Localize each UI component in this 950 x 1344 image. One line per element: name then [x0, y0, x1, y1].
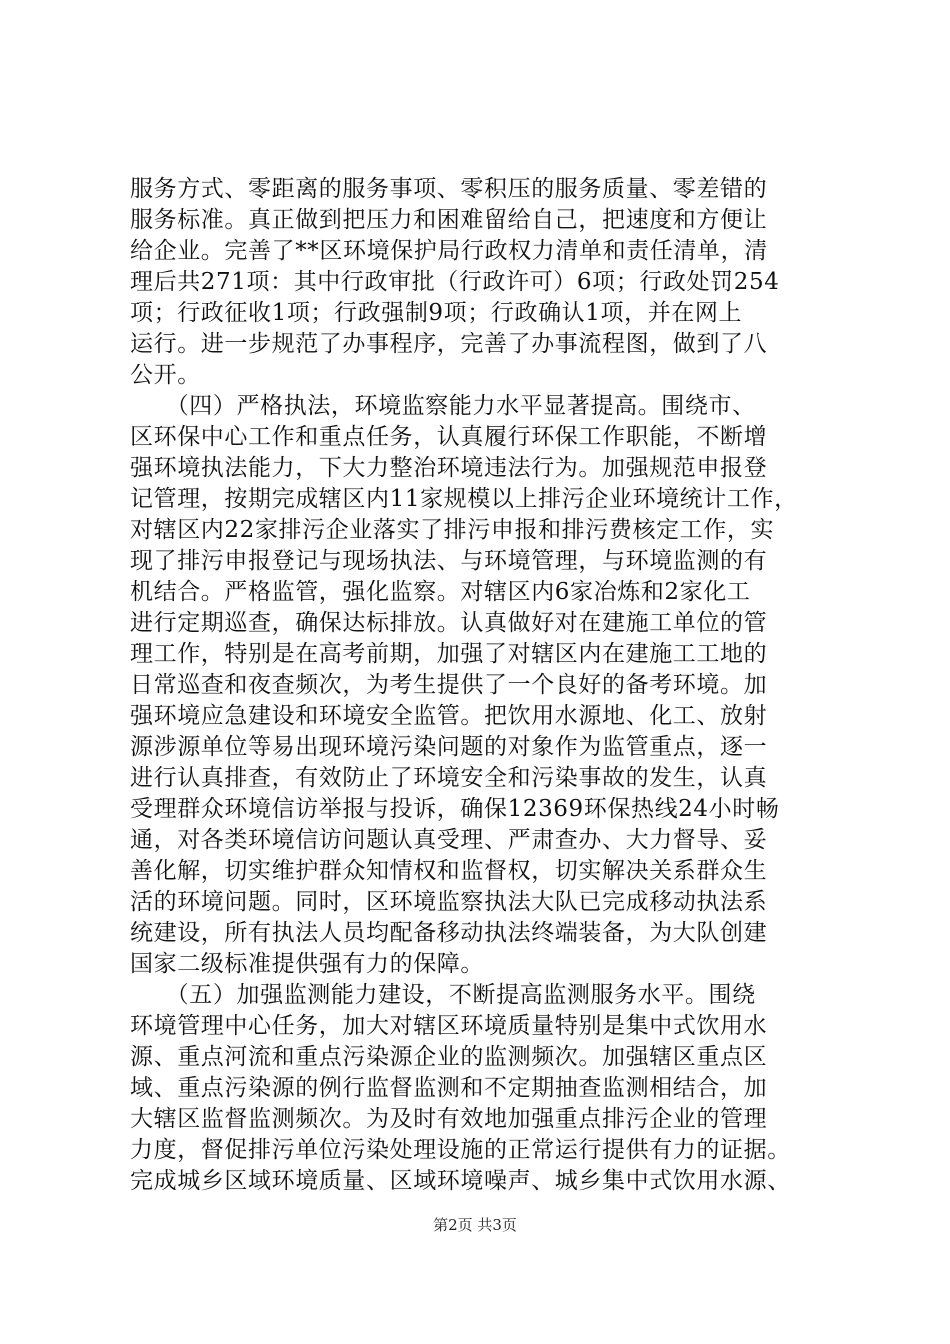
- text-line: 理工作，特别是在高考前期，加强了对辖区内在建施工工地的: [130, 641, 768, 667]
- text-line: 服务标准。真正做到把压力和困难留给自己，把速度和方便让: [130, 207, 768, 233]
- text-line: 源、重点河流和重点污染源企业的监测频次。加强辖区重点区: [130, 1044, 768, 1070]
- text-line: 活的环境问题。同时，区环境监察执法大队已完成移动执法系: [130, 889, 768, 915]
- text-line: （四）严格执法，环境监察能力水平显著提高。围绕市、: [130, 393, 756, 419]
- text-line: 进行认真排查，有效防止了环境安全和污染事故的发生，认真: [130, 765, 768, 791]
- text-line: 环境管理中心任务，加大对辖区环境质量特别是集中式饮用水: [130, 1013, 768, 1039]
- text-line: 区环保中心工作和重点任务，认真履行环保工作职能，不断增: [130, 424, 768, 450]
- text-line: 日常巡查和夜查频次，为考生提供了一个良好的备考环境。加: [130, 672, 768, 698]
- text-line: 记管理，按期完成辖区内11家规模以上排污企业环境统计工作，: [130, 486, 798, 512]
- text-line: 运行。进一步规范了办事程序，完善了办事流程图，做到了八: [130, 331, 768, 357]
- text-line: 给企业。完善了**区环境保护局行政权力清单和责任清单，清: [130, 238, 768, 264]
- text-line: 大辖区监督监测频次。为及时有效地加强重点排污企业的管理: [130, 1106, 768, 1132]
- text-line: 统建设，所有执法人员均配备移动执法终端装备，为大队创建: [130, 920, 768, 946]
- text-line: 强环境应急建设和环境安全监管。把饮用水源地、化工、放射: [130, 703, 768, 729]
- text-line: 理后共271项：其中行政审批（行政许可）6项；行政处罚254: [130, 269, 780, 295]
- page-footer: 第2页 共3页: [433, 1216, 517, 1234]
- text-line: 服务方式、零距离的服务事项、零积压的服务质量、零差错的: [130, 176, 768, 202]
- text-line: 域、重点污染源的例行监督监测和不定期抽查监测相结合，加: [130, 1075, 768, 1101]
- text-line: 善化解，切实维护群众知情权和监督权，切实解决关系群众生: [130, 858, 768, 884]
- text-line: （五）加强监测能力建设，不断提高监测服务水平。围绕: [130, 982, 756, 1008]
- text-line: 公开。: [130, 362, 201, 388]
- text-line: 机结合。严格监管，强化监察。对辖区内6家冶炼和2家化工: [130, 579, 751, 605]
- document-body: [130, 174, 842, 1197]
- text-line: 力度，督促排污单位污染处理设施的正常运行提供有力的证据。: [130, 1137, 791, 1163]
- text-line: 源涉源单位等易出现环境污染问题的对象作为监管重点，逐一: [130, 734, 768, 760]
- text-line: 对辖区内22家排污企业落实了排污申报和排污费核定工作，实: [130, 517, 775, 543]
- text-line: 现了排污申报登记与现场执法、与环境管理，与环境监测的有: [130, 548, 768, 574]
- text-line: 完成城乡区域环境质量、区域环境噪声、城乡集中式饮用水源、: [130, 1168, 791, 1194]
- text-line: 国家二级标准提供强有力的保障。: [130, 951, 484, 977]
- text-line: 强环境执法能力，下大力整治环境违法行为。加强规范申报登: [130, 455, 768, 481]
- text-line: 受理群众环境信访举报与投诉，确保12369环保热线24小时畅: [130, 796, 780, 822]
- text-line: 通，对各类环境信访问题认真受理、严肃查办、大力督导、妥: [130, 827, 768, 853]
- text-line: 项；行政征收1项；行政强制9项；行政确认1项，并在网上: [130, 300, 743, 326]
- text-line: 进行定期巡查，确保达标排放。认真做好对在建施工单位的管: [130, 610, 768, 636]
